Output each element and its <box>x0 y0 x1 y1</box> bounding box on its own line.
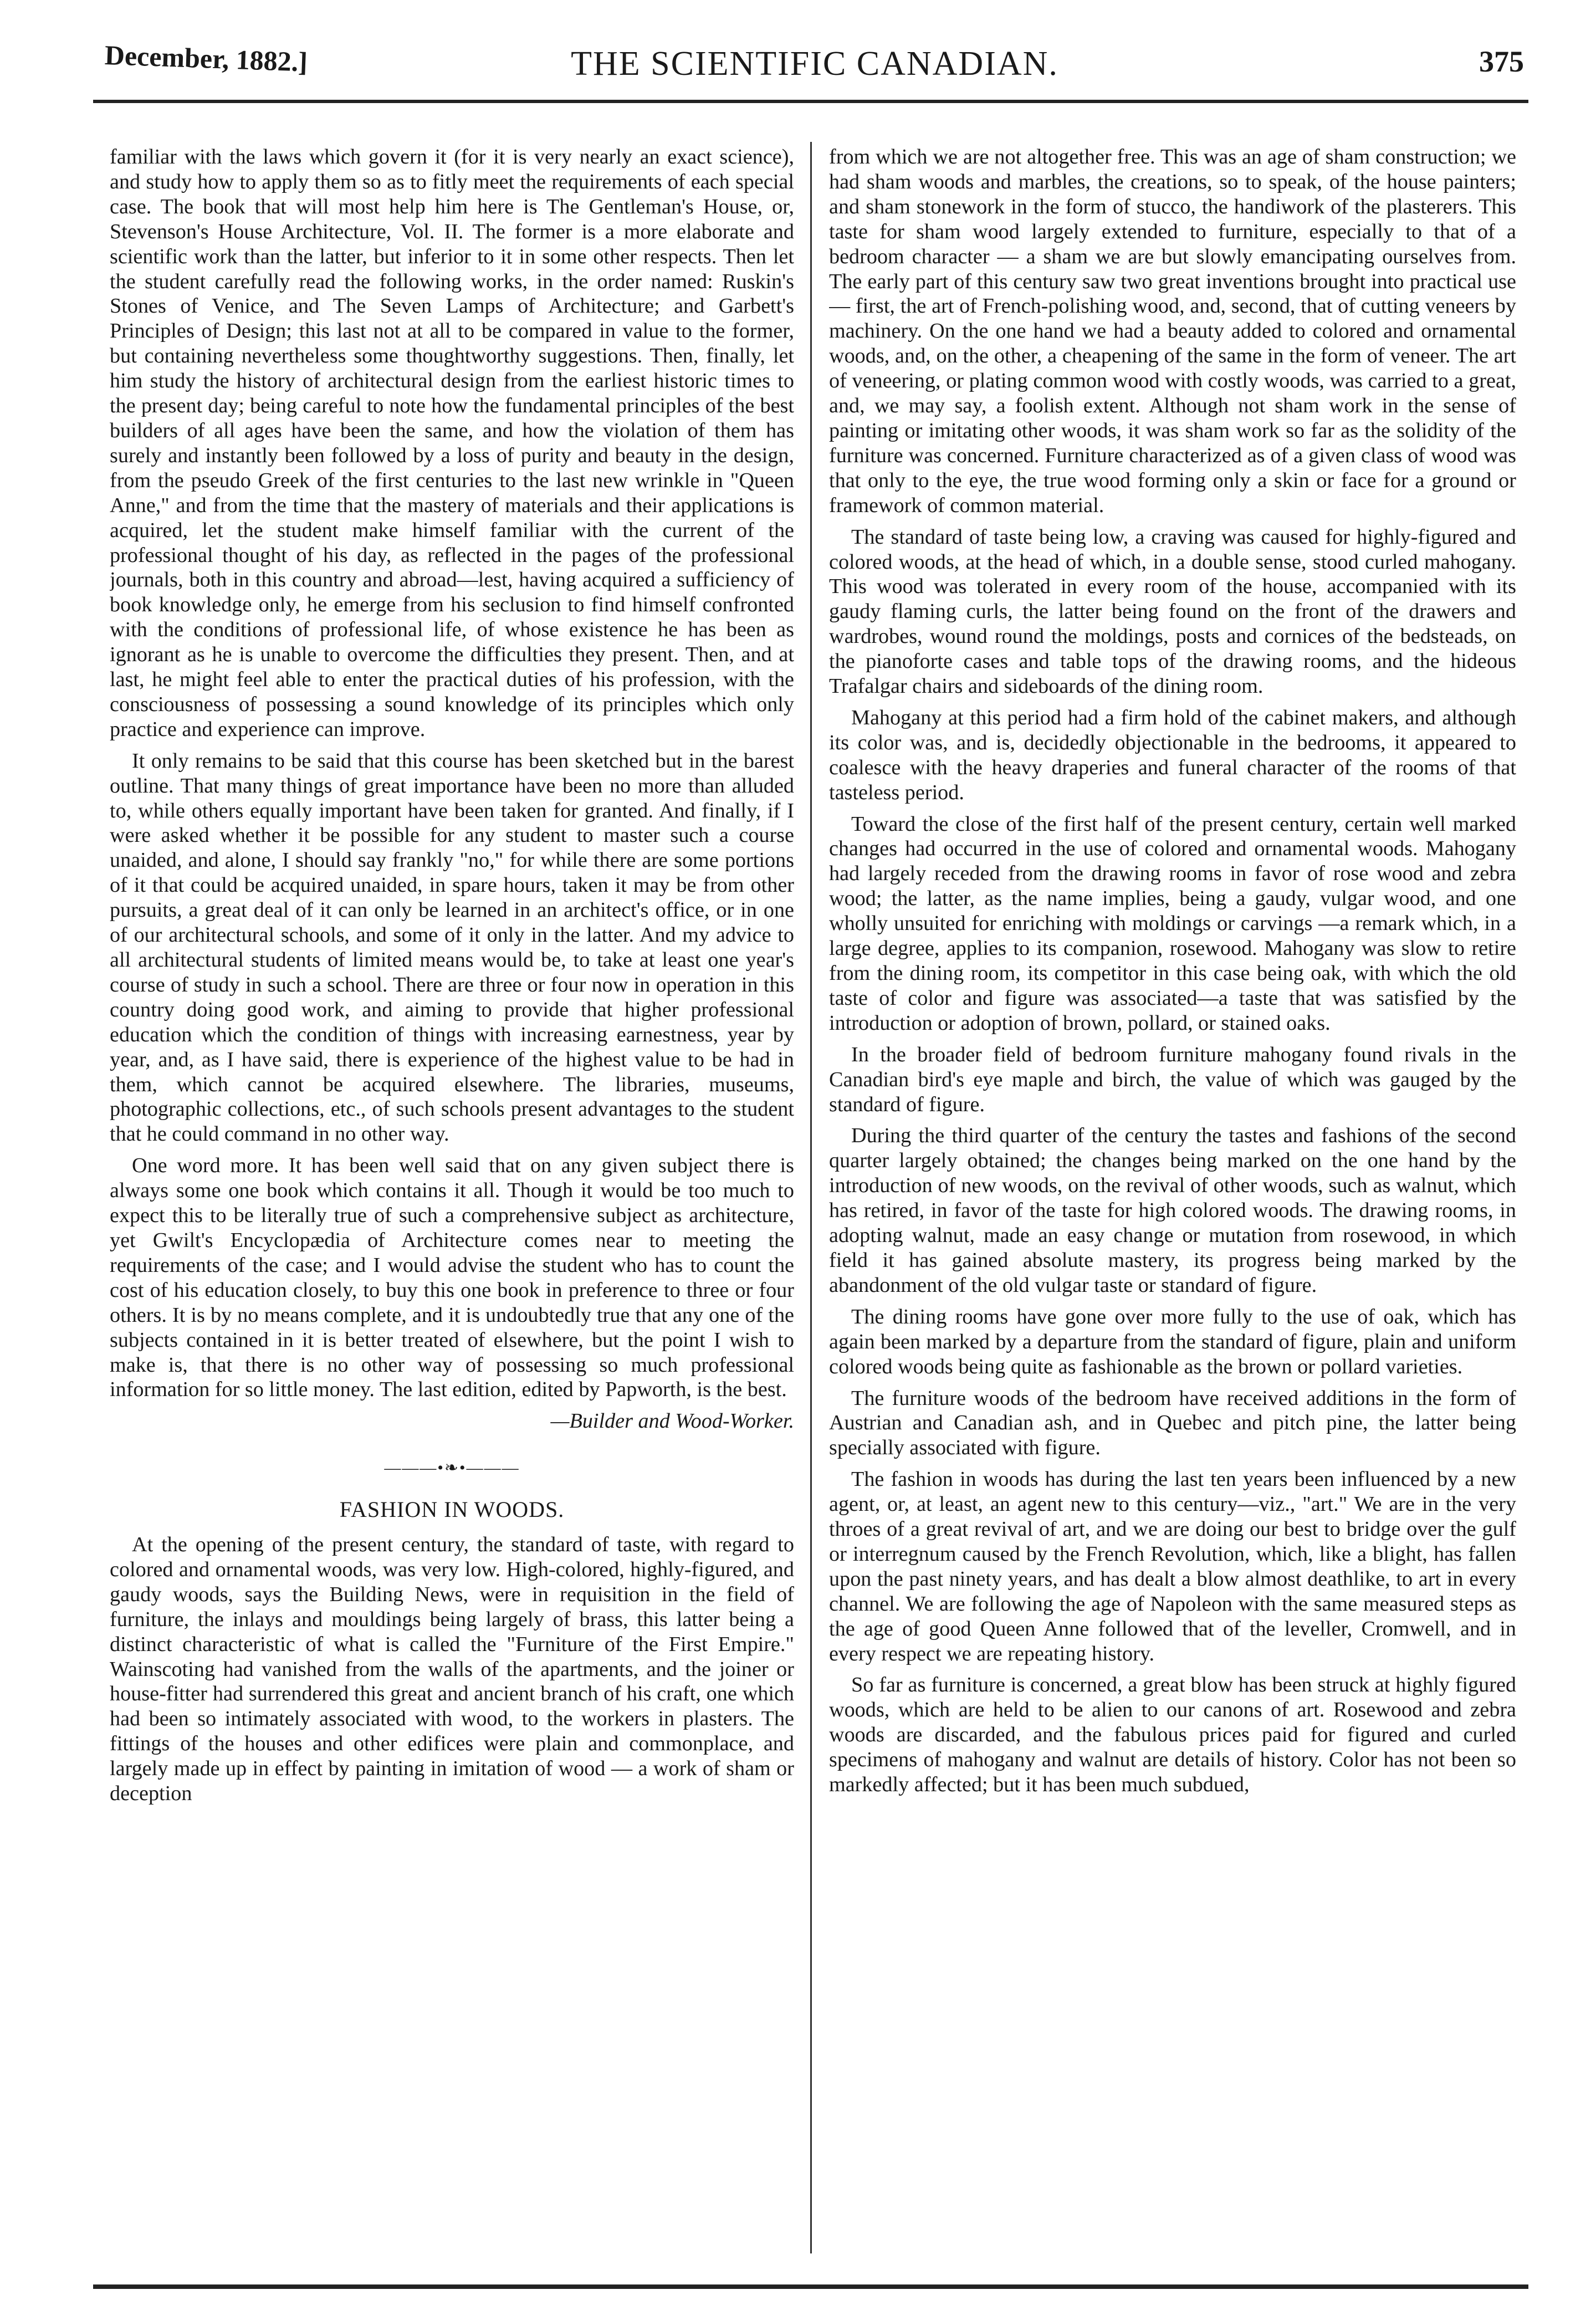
article-source: —Builder and Wood-Worker. <box>550 1409 794 1433</box>
issue-date: December, 1882.] <box>104 39 308 78</box>
right-column <box>829 145 1516 2245</box>
page-number: 375 <box>1479 45 1524 78</box>
right-paragraph: from which we are not altogether free. This was an age of sham construction; we had sham woods and marbles, the creations, so to speak, of the house painters; and sham stonework in the form of stucco, the handiwork of the plasterers. This taste for sham wood largely extended to furniture, especially to that of a bedroom character — a sham we are but slowly emancipating ourselves from. The early part of this century saw two great inventions brought into practical use — first, the art of French-polishing wood, and, second, that of cutting veneers by machinery. On the one hand we had a beauty added to colored and ornamental woods, and, on the other, a cheapening of the same in the form of veneer. The art of veneering, or plating common wood with costly woods, was carried to a great, and, we may say, a foolish extent. Although not sham work in the sense of painting or imitating other woods, it was sham work so far as the solidity of the furniture was concerned. Furniture characterized as of a given class of wood was that only to the eye, the true wood forming only a skin or face for a ground or framework of common material. <box>829 145 1516 517</box>
section-divider: ———•❧•——— <box>384 1459 520 1478</box>
right-paragraph: The standard of taste being low, a craving was caused for highly-figured and colored woods, at the head of which, in a double sense, stood curled mahogany. This wood was tolerated in every room of the house, accompanied with its gaudy flaming curls, the latter being found on the front of the drawers and wardrobes, wound round the moldings, posts and cornices of the bedsteads, on the pianoforte cases and table tops of the drawing rooms, and the hideous Trafalgar chairs and sideboards of the dining room. <box>829 525 1516 698</box>
right-paragraph: The fashion in woods has during the last ten years been influenced by a new agent, or, at least, an agent new to this century—viz., "art." We are in the very throes of a great revival of art, and we are doing our best to bridge over the gulf or interregnum caused by the French Revolution, which, like a blight, has fallen upon the past ninety years, and has dealt a blow almost deathlike, to art in every channel. We are following the age of Napoleon with the same measured steps as the age of good Queen Anne followed that of the leveller, Cromwell, and in every respect we are repeating history. <box>829 1468 1516 1665</box>
left-paragraph: familiar with the laws which govern it (for it is very nearly an exact science), and study how to apply them so as to fitly meet the requirements of each special case. The book that will most help him here is The Gentleman's House, or, Stevenson's House Architecture, Vol. II. The former is a more elaborate and scientific work than the latter, but inferior to it in some other respects. Then let the student carefully read the following works, in the order named: Ruskin's Stones of Venice, and The Seven Lamps of Architecture; and Garbett's Principles of Design; this last not at all to be compared in value to the former, but containing nevertheless some thoughtworthy suggestions. Then, finally, let him study the history of architectural design from the earliest historic times to the present day; being careful to note how the fundamental principles of the best builders of all ages have been the same, and how the violation of them has surely and instantly been followed by a loss of purity and beauty in the design, from the pseudo Greek of the first centuries to the last new wrinkle in "Queen Anne," and from the time that the mastery of materials and their applications is acquired, let the student make himself familiar with the current of the professional thought of his day, as reflected in the pages of the professional journals, both in this country and abroad—lest, having acquired a sufficiency of book knowledge only, he emerge from his seclusion to find himself confronted with the conditions of professional life, of whose existence he has been as ignorant as he is unable to overcome the difficulties they present. Then, and at last, he might feel able to enter the practical duties of his profession, with the consciousness of possessing a sound knowledge of its principles which only practice and experience can improve. <box>110 145 794 741</box>
page-header <box>105 39 1524 100</box>
article-frame <box>93 100 1528 2289</box>
left-paragraph: At the opening of the present century, the standard of taste, with regard to colored and ornamental woods, was very low. High-colored, highly-figured, and gaudy woods, says the Building News, were in requisition in the field of furniture, the inlays and mouldings being largely of brass, this latter being a distinct characteristic of what is called the "Furniture of the First Empire." Wainscoting had vanished from the walls of the apartments, and the joiner or house-fitter had surrendered this great and ancient branch of his craft, one which had been so intimately associated with wood, to the workers in plasters. The fittings of the houses and other edifices were plain and commonplace, and largely made up in effect by painting in imitation of wood — a work of sham or deception <box>110 1533 794 1806</box>
section-title: FASHION IN WOODS. <box>339 1497 565 1522</box>
right-paragraph: During the third quarter of the century the tastes and fashions of the second quarter largely obtained; the changes being marked on the one hand by the introduction of new woods, on the revival of other woods, such as walnut, which has retired, in favor of the taste for high colored woods. The drawing rooms, in adopting walnut, made an easy change or mutation from rosewood, in which field it has gained absolute mastery, its progress being marked by the abandonment of the old vulgar taste or standard of figure. <box>829 1124 1516 1297</box>
left-column <box>110 145 794 2245</box>
right-paragraph: Mahogany at this period had a firm hold of the cabinet makers, and although its color was, and is, decidedly objectionable in the bedrooms, it appeared to coalesce with the heavy draperies and funeral character of the rooms of that tasteless period. <box>829 706 1516 804</box>
journal-title: THE SCIENTIFIC CANADIAN. <box>571 45 1058 83</box>
left-paragraph: One word more. It has been well said that on any given subject there is always some one book which contains it all. Though it would be too much to expect this to be literally true of such a comprehensive subject as architecture, yet Gwilt's Encyclopædia of Architecture comes near to meeting the requirements of the case; and I would advise the student who has to count the cost of his education closely, to buy this one book in preference to three or four others. It is by no means complete, and it is undoubtedly true that any one of the subjects contained in it is better treated of elsewhere, but the point I wish to make is, that there is no other way of possessing so much professional information for so little money. The last edition, edited by Papworth, is the best. <box>110 1154 794 1402</box>
right-paragraph: So far as furniture is concerned, a great blow has been struck at highly figured woods, which are held to be alien to our canons of art. Rosewood and zebra woods are discarded, and the fabulous prices paid for figured and curled specimens of mahogany and walnut are details of history. Color has not been so markedly affected; but it has been much subdued, <box>829 1673 1516 1797</box>
right-paragraph: The dining rooms have gone over more fully to the use of oak, which has again been marked by a departure from the standard of figure, plain and uniform colored woods being quite as fashionable as the brown or pollard varieties. <box>829 1305 1516 1378</box>
right-paragraph: The furniture woods of the bedroom have received additions in the form of Austrian and Canadian ash, and in Quebec and pitch pine, the latter being specially associated with figure. <box>829 1386 1516 1460</box>
left-paragraph: It only remains to be said that this course has been sketched but in the barest outline. That many things of great importance have been no more than alluded to, while others equally important have been taken for granted. And finally, if I were asked whether it be possible for any student to master such a course unaided, and alone, I should say frankly "no," for while there are some portions of it that could be acquired unaided, in spare hours, taken it may be from other pursuits, a great deal of it can only be learned in an architect's office, or in one of our architectural schools, and some of it only in the latter. And my advice to all architectural students of limited means would be, to take at least one year's course of study in such a school. There are three or four now in operation in this country doing good work, and aiming to provide that higher professional education which the condition of things with increasing earnestness, year by year, and, as I have said, there is experience of the highest value to be had in them, which cannot be acquired elsewhere. The libraries, museums, photographic collections, etc., of such schools present advantages to the student that he could command in no other way. <box>110 749 794 1146</box>
right-paragraph: Toward the close of the first half of the present century, certain well marked changes had occurred in the use of colored and ornamental woods. Mahogany had largely receded from the drawing rooms in favor of rose wood and zebra wood; the latter, as the name implies, being a gaudy, vulgar wood, and one wholly unsuited for enriching with moldings or carvings —a remark which, in a large degree, applies to its companion, rosewood. Mahogany was slow to retire from the dining room, its competitor in this case being oak, with which the old taste of color and figure was associated—a taste that was satisfied by the introduction or adoption of brown, pollard, or stained oaks. <box>829 812 1516 1035</box>
column-divider <box>810 142 812 2253</box>
right-paragraph: In the broader field of bedroom furniture mahogany found rivals in the Canadian bird's eye maple and birch, the value of which was gauged by the standard of figure. <box>829 1042 1516 1116</box>
